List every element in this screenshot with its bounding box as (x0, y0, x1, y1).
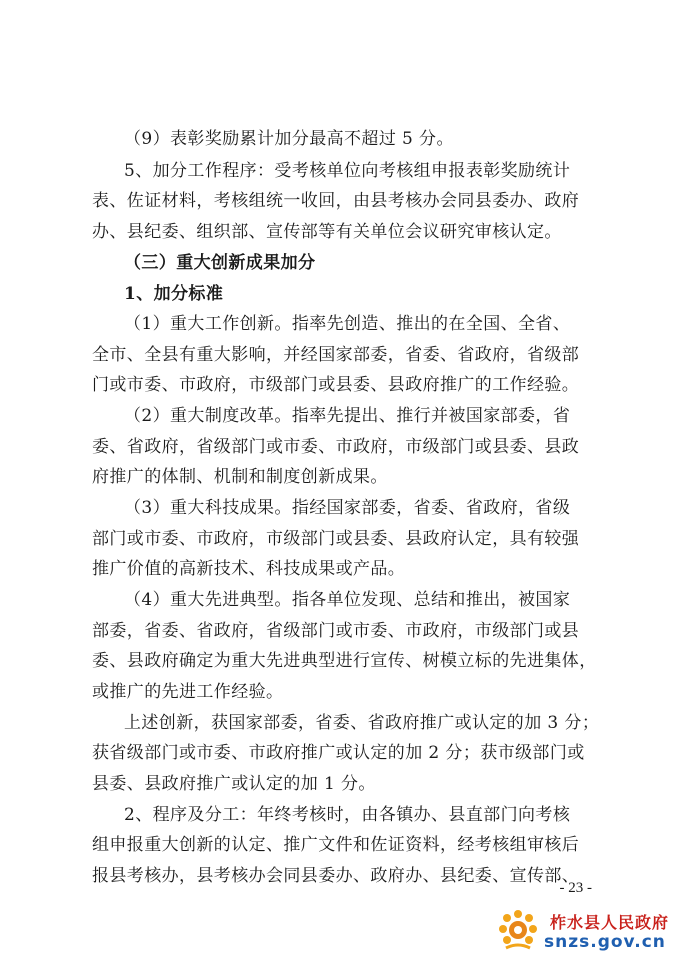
text-line-17: 部委，省委、省政府，省级部门或市委、市政府，市级部门或县 (92, 621, 580, 641)
text-line-20: 上述创新，获国家部委，省委、省政府推广或认定的加 3 分； (124, 713, 600, 733)
text-line-23: 2、程序及分工：年终考核时，由各镇办、县直部门向考核 (124, 805, 571, 825)
page-number: - 23 - (559, 880, 592, 896)
text-line-7: （1）重大工作创新。指率先创造、推出的在全国、全省、 (124, 314, 571, 334)
text-line-12: 府推广的体制、机制和制度创新成果。 (92, 467, 388, 487)
text-line-18: 委、县政府确定为重大先进典型进行宣传、树模立标的先进集体， (92, 651, 597, 671)
text-line-19: 或推广的先进工作经验。 (92, 682, 284, 702)
text-line-16: （4）重大先进典型。指各单位发现、总结和推出，被国家 (124, 590, 571, 610)
text-line-1: （9）表彰奖励累计加分最高不超过 5 分。 (124, 129, 454, 149)
text-line-14: 部门或市委、市政府，市级部门或县委、县政府认定，具有较强 (92, 529, 580, 549)
logo-url: snzs.gov.cn (544, 932, 666, 952)
text-line-4: 办、县纪委、组织部、宣传部等有关单位会议研究审核认定。 (92, 222, 562, 242)
text-line-8: 全市、全县有重大影响，并经国家部委，省委、省政府，省级部 (92, 345, 580, 365)
watermark-logo (498, 908, 673, 958)
subheading-criteria: 1、加分标准 (124, 284, 224, 304)
text-line-15: 推广价值的高新技术、科技成果或产品。 (92, 559, 406, 579)
text-line-9: 门或市委、市政府，市级部门或县委、县政府推广的工作经验。 (92, 375, 580, 395)
text-line-11: 委、省政府，省级部门或市委、市政府，市级部门或县委、县政 (92, 437, 580, 457)
logo-title: 柞水县人民政府 (550, 913, 670, 932)
sunflower-logo-icon (498, 908, 538, 952)
text-line-24: 组申报重大创新的认定、推广文件和佐证资料，经考核组审核后 (92, 835, 580, 855)
text-line-25: 报县考核办，县考核办会同县委办、政府办、县纪委、宣传部、 (92, 866, 580, 886)
text-line-10: （2）重大制度改革。指率先提出、推行并被国家部委，省 (124, 406, 571, 426)
text-line-3: 表、佐证材料，考核组统一收回，由县考核办会同县委办、政府 (92, 191, 580, 211)
text-line-21: 获省级部门或市委、市政府推广或认定的加 2 分；获市级部门或 (92, 743, 585, 763)
text-line-22: 县委、县政府推广或认定的加 1 分。 (92, 774, 376, 794)
text-line-2: 5、加分工作程序：受考核单位向考核组申报表彰奖励统计 (124, 161, 571, 181)
text-line-13: （3）重大科技成果。指经国家部委，省委、省政府，省级 (124, 498, 571, 518)
section-heading: （三）重大创新成果加分 (124, 253, 316, 273)
